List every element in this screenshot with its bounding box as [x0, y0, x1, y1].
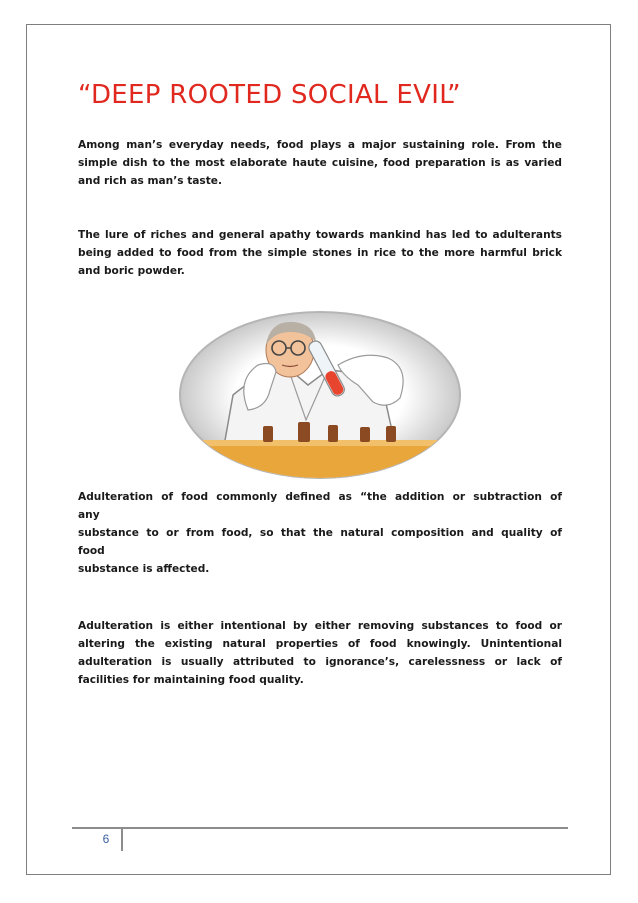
- paragraph-adulterants: The lure of riches and general apathy towards mankind has led to adulterants being added to food from the simple stones in rice to the more harmful brick and boric powder.: [78, 229, 562, 277]
- definition-line: substance to or from food, so that the natural composition and quality of: [78, 527, 562, 539]
- footer-rule: [72, 827, 568, 829]
- page-number: 6: [102, 832, 110, 846]
- definition-line: Adulteration of food commonly defined as “the addition or subtraction of: [78, 491, 562, 503]
- paragraph-adulteration-definition: [78, 488, 562, 578]
- definition-line: food: [78, 545, 105, 557]
- page-title: “DEEP ROOTED SOCIAL EVIL”: [78, 80, 461, 110]
- definition-line: any: [78, 509, 100, 521]
- paragraph-food-needs: Among man’s everyday needs, food plays a major sustaining role. From the simple dish to the most elaborate haute cuisine, food preparation is as varied and rich as man’s taste.: [78, 139, 562, 187]
- definition-line: substance is affected.: [78, 563, 210, 575]
- page-number-divider: [121, 829, 123, 851]
- paragraph-intentional-adulteration: Adulteration is either intentional by either removing substances to food or altering the existing natural properties of food knowingly. Unintentional adulteration is usually attributed to ignorance’s, carelessness or lack of facilities for maintaining food quality.: [78, 620, 562, 686]
- scientist-illustration: [178, 310, 462, 480]
